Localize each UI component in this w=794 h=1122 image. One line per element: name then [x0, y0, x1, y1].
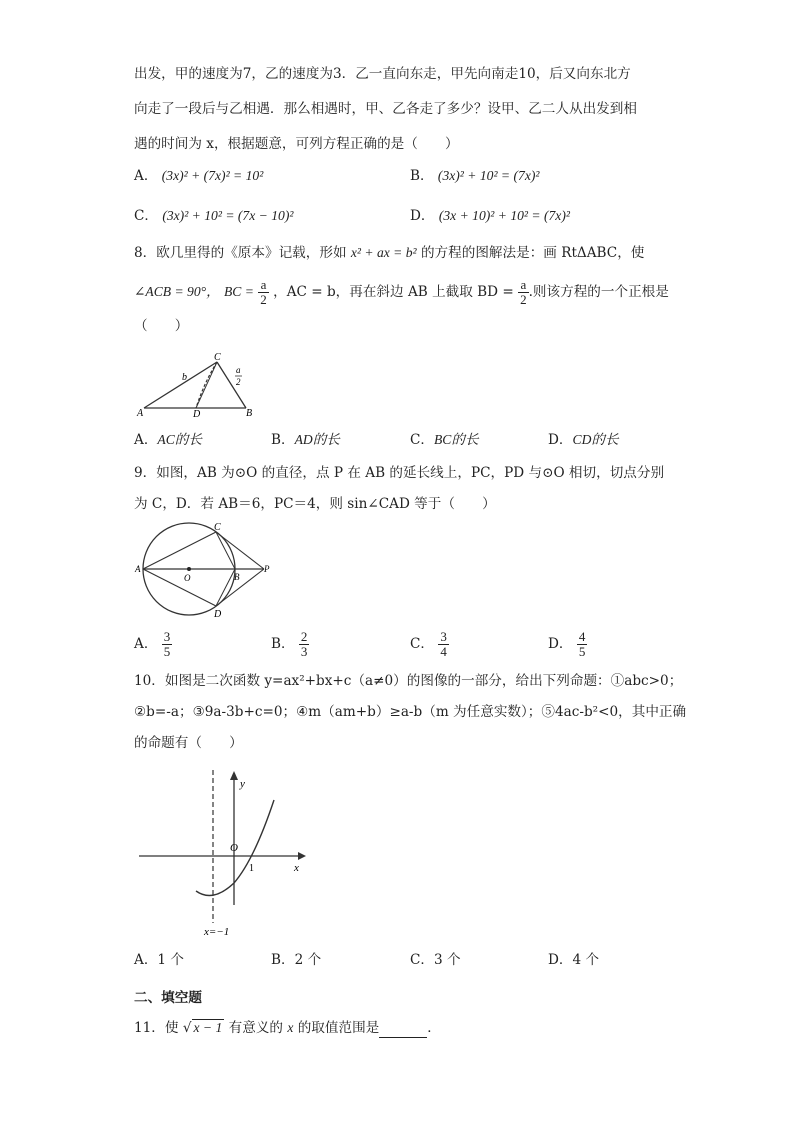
q9-line-1: 9．如图，AB 为⊙O 的直径，点 P 在 AB 的延长线上，PC，PD 与⊙O 相切，切点分别 — [134, 465, 665, 481]
q11-line — [134, 1018, 441, 1038]
option-text: 1 个 — [157, 952, 184, 968]
option-label: A． — [134, 432, 158, 448]
q11-mid: 有意义的 — [228, 1020, 284, 1036]
option-label: B． — [271, 636, 295, 652]
section-heading-fill-in: 二、填空题 — [134, 990, 202, 1006]
option-label: D． — [548, 432, 573, 448]
q8-option-d[interactable] — [548, 430, 619, 450]
q9-line-2: 为 C，D．若 AB＝6，PC＝4，则 sin∠CAD 等于（ ） — [134, 496, 496, 512]
answer-blank[interactable] — [379, 1023, 427, 1038]
q10-option-b[interactable] — [271, 950, 321, 970]
label-b: B — [234, 572, 240, 582]
label-axis: x=−1 — [204, 926, 230, 938]
label-p: P — [264, 564, 270, 574]
label-d: D — [214, 609, 222, 620]
label-a: a — [236, 365, 241, 375]
q10-line-1: 10．如图是二次函数 y=ax²+bx+c（a≠0）的图像的一部分，给出下列命题：①abc>0； — [134, 673, 683, 689]
q11-pre: 11．使 — [134, 1020, 179, 1036]
label-b-vertex: B — [246, 408, 253, 418]
label-c: C — [214, 352, 221, 363]
option-fraction: $\frac{4}{5}$ — [578, 629, 586, 659]
q8-line-2 — [134, 278, 669, 307]
option-label: D． — [548, 636, 573, 652]
option-fraction: $\frac{2}{3}$ — [300, 629, 308, 659]
q8-line-3: （ ） — [134, 318, 189, 334]
option-label: C． — [410, 952, 434, 968]
q8-line-1-pre: 8．欧几里得的《原本》记载，形如 — [134, 245, 351, 261]
q9-circle-figure — [134, 520, 274, 620]
label-two: 2 — [236, 377, 241, 387]
option-text: 4 个 — [572, 952, 600, 968]
q10-line-3: 的命题有（ ） — [134, 735, 243, 751]
q9-option-c[interactable] — [410, 630, 449, 659]
q10-parabola-figure — [134, 765, 319, 940]
option-text: AC的长 — [157, 432, 202, 447]
q7-option-a[interactable] — [134, 166, 263, 186]
q7-option-c[interactable] — [134, 206, 293, 226]
option-label: B． — [271, 432, 295, 448]
label-one: 1 — [249, 863, 254, 874]
option-text: AD的长 — [294, 432, 340, 447]
option-text: (3x + 10)² + 10² = (7x)² — [438, 208, 570, 223]
option-label: D． — [410, 208, 435, 224]
option-label: B． — [410, 168, 434, 184]
q8-line-2-end: .则该方程的一个正根是 — [528, 284, 669, 300]
q9-option-d[interactable] — [548, 630, 587, 659]
q8-line-1 — [134, 243, 644, 263]
option-label: C． — [134, 208, 158, 224]
label-o: O — [184, 573, 191, 583]
q8-bc-label: BC = — [224, 284, 254, 299]
q8-line-2-mid: ，AC = b，再在斜边 AB 上截取 BD = — [273, 284, 514, 300]
q10-line-2: ②b=-a；③9a-3b+c=0；④m（am+b）≥a-b（m 为任意实数）；⑤4ac-b²<0，其中正确 — [134, 704, 687, 720]
option-text: BC的长 — [434, 432, 479, 447]
label-a: A — [135, 564, 141, 574]
q7-line-1: 出发，甲的速度为7，乙的速度为3．乙一直向东走，甲先向南走10，后又向东北方 — [134, 66, 631, 82]
option-text: (3x)² + 10² = (7x)² — [437, 168, 540, 183]
q11-radicand: x − 1 — [193, 1020, 223, 1035]
q8-fraction-bd: $\frac{a}{2}$ — [520, 277, 527, 307]
label-o: O — [230, 842, 238, 854]
q7-line-2: 向走了一段后与乙相遇．那么相遇时，甲、乙各走了多少？设甲、乙二人从出发到相 — [134, 101, 637, 117]
q10-option-a[interactable] — [134, 950, 184, 970]
option-fraction: $\frac{3}{4}$ — [440, 629, 447, 659]
label-d: D — [193, 409, 201, 418]
option-label: C． — [410, 636, 434, 652]
option-fraction: $\frac{3}{5}$ — [163, 629, 171, 659]
q10-option-d[interactable] — [548, 950, 599, 970]
option-label: D． — [548, 952, 573, 968]
label-a-vertex: A — [137, 408, 144, 418]
q8-option-a[interactable] — [134, 430, 202, 450]
q8-angle: ∠ACB = 90°， — [134, 284, 220, 299]
q11-end: ． — [427, 1020, 441, 1036]
label-x: x — [294, 862, 299, 874]
option-label: A． — [134, 636, 158, 652]
option-text: (3x)² + (7x)² = 10² — [161, 168, 264, 183]
label-y: y — [240, 778, 245, 790]
option-text: 3 个 — [434, 952, 461, 968]
sqrt-symbol: √ — [182, 1020, 192, 1036]
q7-option-d[interactable] — [410, 206, 570, 226]
q10-option-c[interactable] — [410, 950, 461, 970]
label-c: C — [214, 522, 221, 533]
q11-post: 的取值范围是 — [297, 1020, 380, 1036]
q8-triangle-figure — [134, 348, 264, 418]
q9-option-a[interactable] — [134, 630, 172, 659]
option-text: 2 个 — [294, 952, 322, 968]
q11-var: x — [287, 1020, 294, 1035]
option-label: A． — [134, 952, 158, 968]
q8-equation: x² + ax = b² — [350, 245, 417, 260]
q8-line-1-post: 的方程的图解法是：画 RtΔABC，使 — [416, 245, 645, 261]
q7-line-3: 遇的时间为 x，根据题意，可列方程正确的是（ ） — [134, 136, 459, 152]
option-label: C． — [410, 432, 434, 448]
option-text: (3x)² + 10² = (7x − 10)² — [162, 208, 294, 223]
option-label: B． — [271, 952, 295, 968]
q8-fraction-bc: $\frac{a}{2}$ — [260, 277, 267, 307]
option-label: A． — [134, 168, 158, 184]
option-text: CD的长 — [572, 432, 619, 447]
q8-option-c[interactable] — [410, 430, 479, 450]
q9-option-b[interactable] — [271, 630, 309, 659]
label-b-small: b — [182, 372, 187, 383]
q8-option-b[interactable] — [271, 430, 340, 450]
q7-option-b[interactable] — [410, 166, 539, 186]
